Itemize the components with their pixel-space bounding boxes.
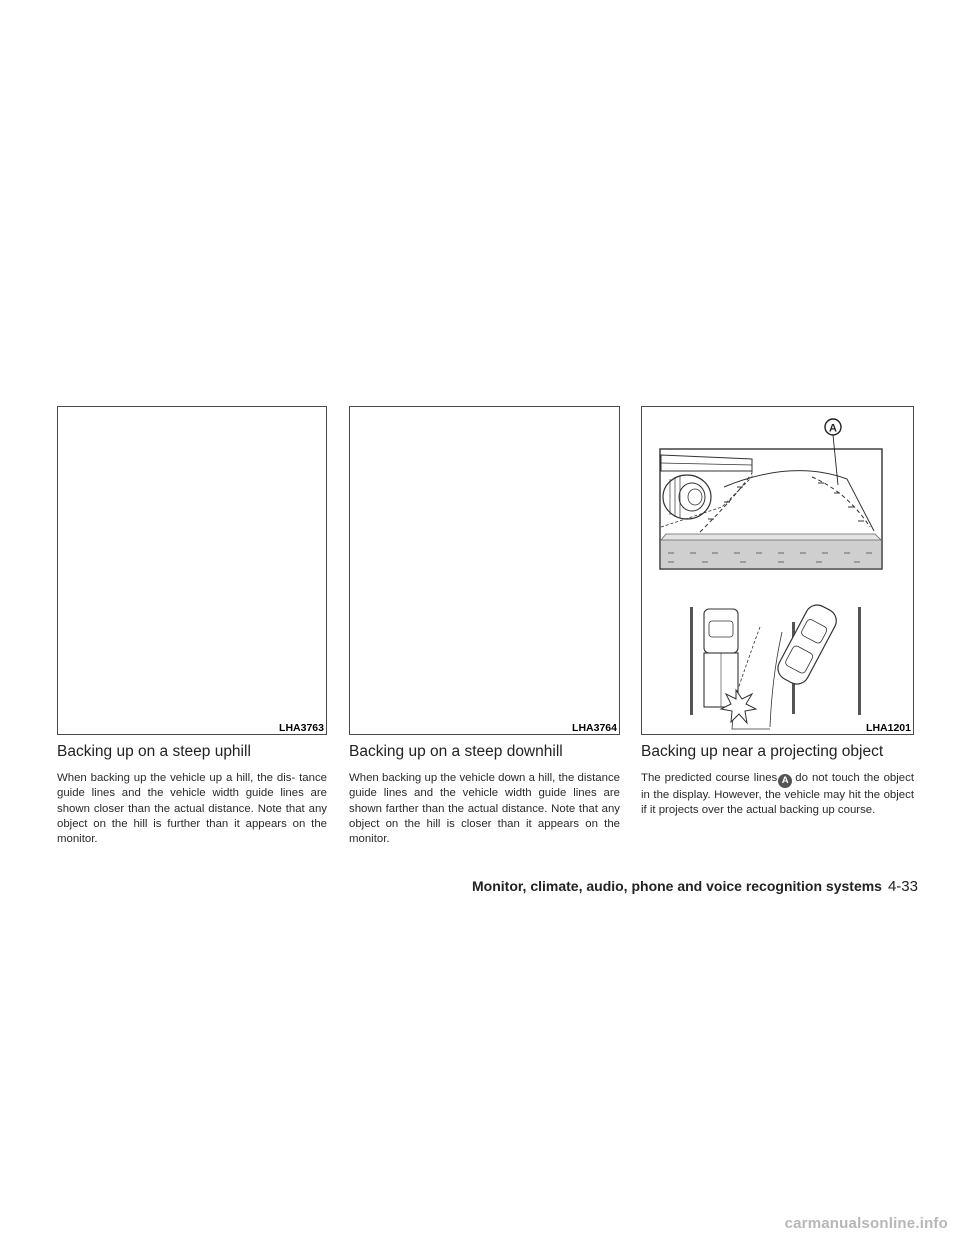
section-projecting-object — [641, 406, 914, 819]
section-heading: Backing up on a steep downhill — [349, 743, 563, 760]
page-number: 4-33 — [887, 878, 918, 895]
page-footer — [472, 878, 918, 895]
svg-text:A: A — [829, 422, 837, 435]
figure-uphill — [57, 406, 327, 735]
figure-code: LHA1201 — [866, 721, 911, 734]
body-after-callout: do not touch the object in the display. However, the vehicle may hit the object if it projects over the actual backing up course. — [641, 772, 914, 817]
section-heading: Backing up on a steep uphill — [57, 743, 251, 760]
figure-downhill — [349, 406, 620, 735]
callout-a-icon: A — [778, 774, 792, 788]
projecting-object-illustration — [642, 407, 913, 734]
figure-code: LHA3763 — [279, 721, 324, 734]
figure-code: LHA3764 — [572, 721, 617, 734]
section-downhill — [349, 406, 620, 847]
section-heading: Backing up near a projecting object — [641, 743, 884, 760]
chapter-title: Monitor, climate, audio, phone and voice recognition systems — [472, 878, 882, 894]
section-body: When backing up the vehicle down a hill, the distance guide lines and the vehicle width guide lines are shown farther than the actual distance. Note that any object on the hill is closer than it appears on the monitor. — [349, 772, 620, 846]
section-body — [641, 771, 914, 819]
body-before-callout: The predicted course lines — [641, 772, 778, 784]
watermark: carmanualsonline.info — [784, 1215, 948, 1232]
figure-projecting-object — [641, 406, 914, 735]
section-uphill — [57, 406, 327, 847]
section-body: When backing up the vehicle up a hill, the dis- tance guide lines and the vehicle width guide lines are shown closer than the actual distance. Note that any object on the hill is further than it appears on the monitor. — [57, 772, 327, 846]
